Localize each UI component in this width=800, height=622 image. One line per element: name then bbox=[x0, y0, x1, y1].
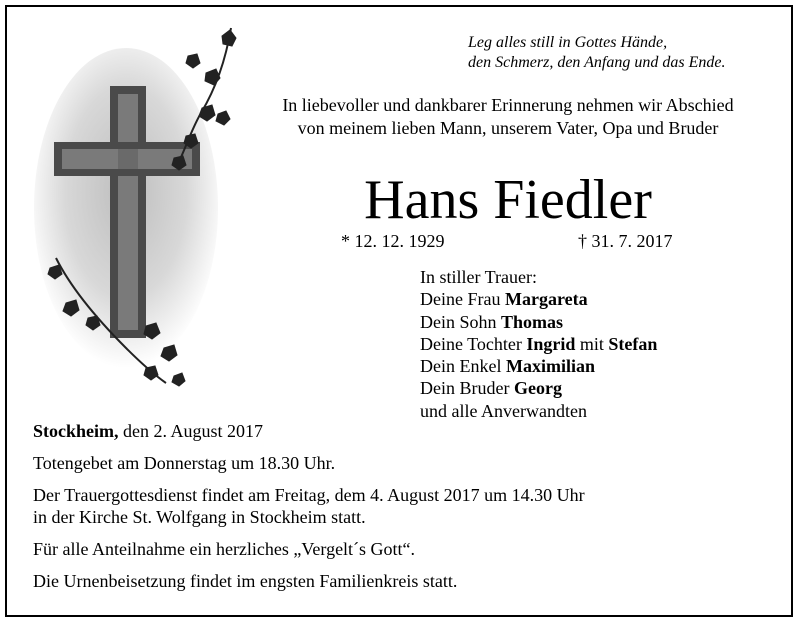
deceased-name: Hans Fiedler bbox=[364, 169, 652, 231]
prayer-line: Totengebet am Donnerstag um 18.30 Uhr. bbox=[33, 453, 336, 473]
mourner-daughter-conjunction: mit bbox=[575, 333, 609, 354]
burial-line: Die Urnenbeisetzung findet im engsten Familienkreis statt. bbox=[33, 571, 458, 591]
quote-line-1: Leg alles still in Gottes Hände, bbox=[468, 34, 668, 51]
mourner-brother-relation: Dein Bruder bbox=[420, 378, 514, 399]
mourner-daughter bbox=[420, 333, 657, 355]
mourner-grandson-relation: Dein Enkel bbox=[420, 356, 506, 377]
notice-date: den 2. August 2017 bbox=[118, 421, 264, 441]
thanks-line: Für alle Anteilnahme ein herzliches „Vergelt´s Gott“. bbox=[33, 539, 416, 559]
service-line-1: Der Trauergottesdienst findet am Freitag, dem 4. August 2017 um 14.30 Uhr bbox=[33, 485, 585, 505]
mourner-son bbox=[420, 311, 657, 333]
cross-with-ivy-image bbox=[26, 18, 250, 398]
mourners-list bbox=[420, 266, 657, 422]
death-date: † 31. 7. 2017 bbox=[578, 231, 673, 251]
birth-date: * 12. 12. 1929 bbox=[341, 231, 445, 251]
mourner-brother bbox=[420, 377, 657, 399]
mourner-wife-name: Margareta bbox=[504, 289, 588, 310]
service-line-2: in der Kirche St. Wolfgang in Stockheim statt. bbox=[33, 507, 366, 527]
mourner-son-name: Thomas bbox=[501, 311, 564, 332]
mourner-grandson bbox=[420, 355, 657, 377]
intro-text bbox=[240, 94, 776, 140]
mourner-son-relation: Dein Sohn bbox=[420, 311, 501, 332]
mourner-daughter-relation: Deine Tochter bbox=[420, 333, 527, 354]
mourner-daughter-partner: Stefan bbox=[608, 333, 658, 354]
intro-line-2: von meinem lieben Mann, unserem Vater, Opa und Bruder bbox=[297, 118, 719, 138]
mourner-brother-name: Georg bbox=[513, 378, 562, 399]
mourner-grandson-name: Maximilian bbox=[505, 356, 595, 377]
mourners-heading: In stiller Trauer: bbox=[420, 267, 537, 287]
place-name: Stockheim, bbox=[33, 421, 119, 441]
quote-line-2: den Schmerz, den Anfang und das Ende. bbox=[468, 54, 726, 71]
mourner-wife bbox=[420, 288, 657, 310]
mourner-daughter-name: Ingrid bbox=[526, 333, 576, 354]
intro-line-1: In liebevoller und dankbarer Erinnerung nehmen wir Abschied bbox=[282, 95, 734, 115]
funeral-details bbox=[33, 420, 585, 592]
place-date-line bbox=[33, 420, 585, 442]
mourner-wife-relation: Deine Frau bbox=[420, 289, 505, 310]
quote-verse bbox=[468, 33, 725, 73]
mourner-others: und alle Anverwandten bbox=[420, 400, 587, 421]
